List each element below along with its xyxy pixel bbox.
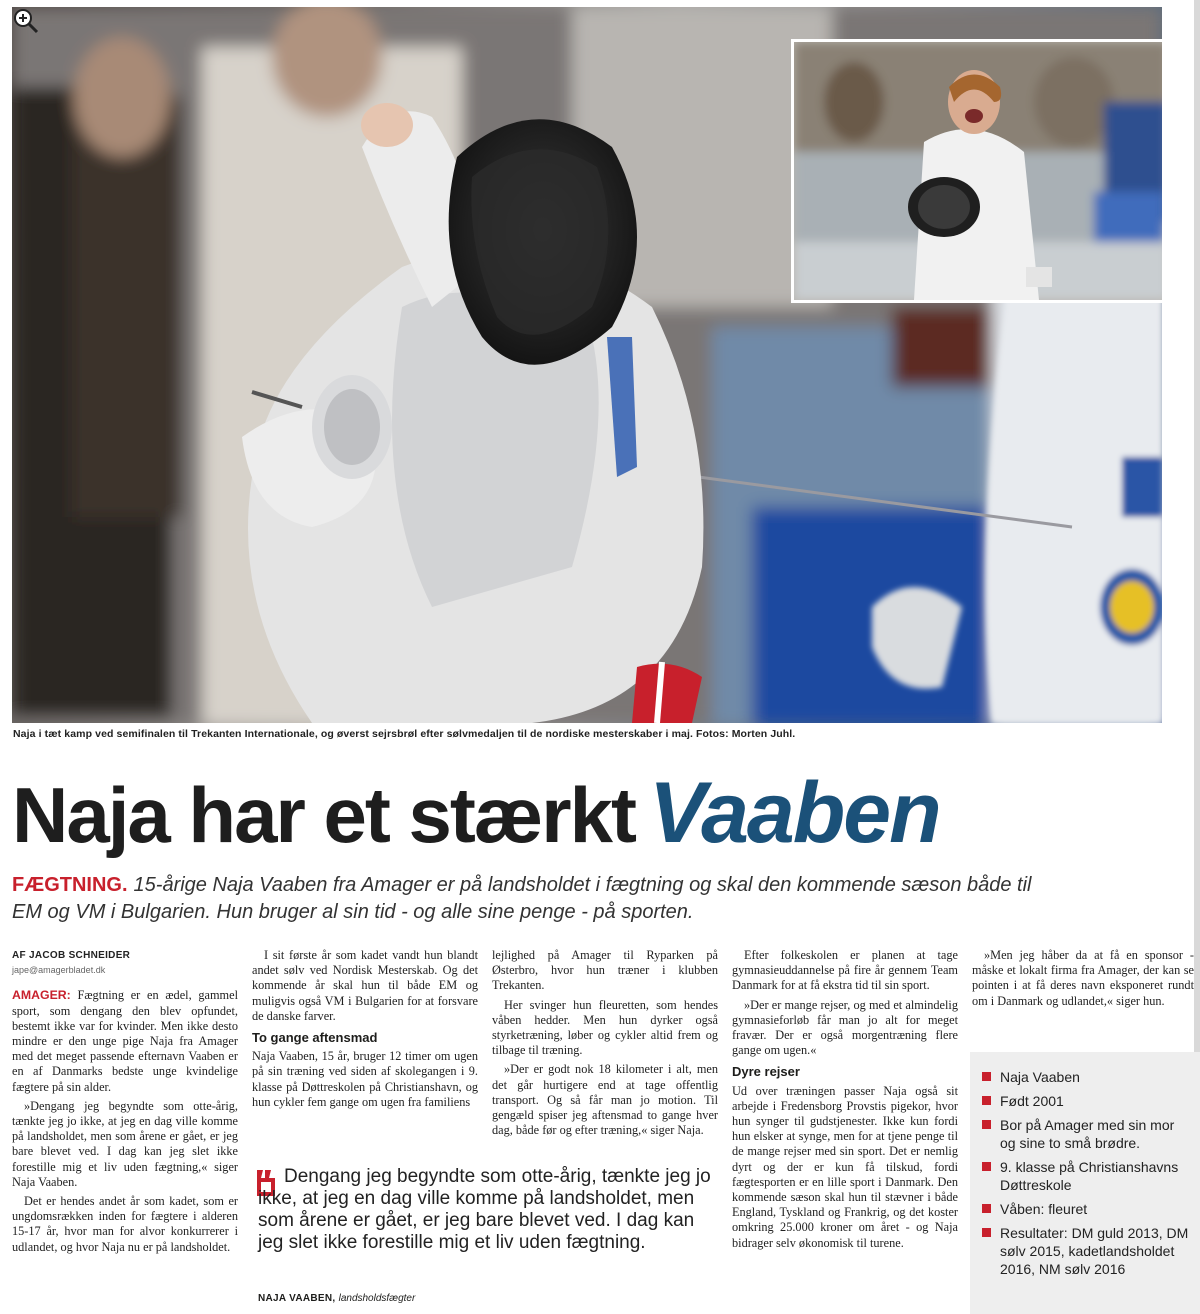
zoom-in-icon[interactable]	[12, 7, 40, 35]
lead-kicker: FÆGTNING.	[12, 874, 128, 896]
article-column-1	[12, 948, 238, 1259]
fact-text: Født 2001	[1000, 1093, 1064, 1109]
inset-photo[interactable]	[791, 39, 1162, 303]
byline-email[interactable]: jape@amagerbladet.dk	[12, 965, 106, 976]
fact-text: Resultater: DM guld 2013, DM sølv 2015, kadetlandsholdet 2016, NM sølv 2016	[1000, 1225, 1189, 1277]
inset-photo-illustration	[794, 42, 1162, 300]
lead-text: 15-årige Naja Vaaben fra Amager er på landsholdet i fægtning og skal den kommende sæson både til EM og VM i Bulgarien. Hun bruger al sin tid - og alle sine penge - på sporten.	[12, 874, 1032, 923]
bullet-square-icon	[982, 1096, 991, 1105]
article-column-4	[732, 948, 958, 1255]
main-photo[interactable]	[12, 7, 1162, 723]
pull-quote-text: Dengang jeg begyndte som otte-årig, tænkte jeg jo ikke, at jeg en dag ville komme på landsholdet, men som årene er gået, er jeg bare blevet ved. I dag kan jeg slet ikke forestille mig et liv uden fægtning.	[258, 1166, 711, 1253]
subheading-aftensmad: To gange aftensmad	[252, 1030, 378, 1046]
col1-paragraph-1-text: Fægtning er en ædel, gammel sport, som dengang den blev opfundet, bestemt ikke var for kvinder. Men ikke desto mindre er den unge pige Naja fra Amager med det meget passende efternavn Vaaben er en af Danmarks bedste unge kvindelige fægtere på sin alder.	[12, 988, 238, 1094]
fact-item	[980, 1158, 1192, 1194]
fact-item	[980, 1092, 1192, 1110]
col2-paragraph-2: Naja Vaaben, 15 år, bruger 12 timer om ugen på sin træning ved siden af skolegangen i 9. klasse på Døttreskolen på Christianshavn, og hun cykler fem gange om ugen fra familiens	[252, 1049, 478, 1109]
headline-accent: Vaaben	[648, 765, 940, 861]
col4-paragraph-1: Efter folkeskolen er planen at tage gymnasieuddannelse på fire år gennem Team Danmark for at få ekstra tid til sin sport.	[732, 948, 958, 993]
col4-paragraph-3: Ud over træningen passer Naja også sit arbejde i Fredensborg Provstis pigekor, hvor hun synger til gudstjenester. Ikke kun fordi hun elsker at synge, men for at tjene penge til de mange rejser med sin sport. Det er nemlig dyrt og der er kun få tilskud, fordi fægtesporten er en lille sport i Danmark. Den kommende sæson skal hun til stævner i både England, Tyskland og Frankrig, og det koster omkring 25.000 kroner om året - og Naja bidrager selv økonomisk til turene.	[732, 1083, 958, 1250]
byline-author: AF JACOB SCHNEIDER	[12, 950, 131, 961]
bullet-square-icon	[982, 1072, 991, 1081]
col3-paragraph-1: lejlighed på Amager til Ryparken på Østerbro, hvor hun træner i klubben Trekanten.	[492, 948, 718, 993]
photo-caption: Naja i tæt kamp ved semifinalen til Trekanten Internationale, og øverst sejrsbrøl efter sølvmedaljen til de nordiske mesterskaber i maj. Fotos: Morten Juhl.	[13, 728, 796, 740]
fact-text: 9. klasse på Christianshavns Døttreskole	[1000, 1159, 1179, 1193]
article-column-2	[252, 948, 478, 1114]
fact-text: Bor på Amager med sin mor og sine to små brødre.	[1000, 1117, 1175, 1151]
pull-quote-source	[258, 1293, 415, 1304]
col5-paragraph-1: »Men jeg håber da at få en sponsor - måske et lokalt firma fra Amager, der kan se pointen i at få deres navn eksponeret rundt om i Danmark og udlandet,« siger hun.	[972, 948, 1194, 1008]
fact-item	[980, 1224, 1192, 1278]
fact-item	[980, 1200, 1192, 1218]
lead-paragraph	[12, 872, 1062, 926]
fact-text: Våben: fleuret	[1000, 1201, 1088, 1217]
dateline: AMAGER:	[12, 988, 71, 1003]
col4-paragraph-2: »Der er mange rejser, og med et almindelig gymnasieforløb får man jo alt for meget fravær. Der er også morgentræning flere gange om ugen.«	[732, 997, 958, 1058]
pull-quote-name: NAJA VAABEN,	[258, 1293, 336, 1304]
fact-text: Naja Vaaben	[1000, 1069, 1080, 1085]
fact-item	[980, 1068, 1192, 1086]
bullet-square-icon	[982, 1162, 991, 1171]
col2-paragraph-1: I sit første år som kadet vandt hun blandt andet sølv ved Nordisk Mesterskab. Og det kommende år skal hun til både EM og muligvis også VM i Bulgarien for at forsvare de danske farver.	[252, 948, 478, 1023]
subheading-dyre-rejser: Dyre rejser	[732, 1064, 800, 1080]
pull-quote-role: landsholdsfægter	[338, 1293, 416, 1304]
fact-box	[970, 1052, 1200, 1314]
bullet-square-icon	[982, 1204, 991, 1213]
col3-paragraph-3: »Der er godt nok 18 kilometer i alt, men det går hurtigere end at tage offentlig transport. Og så får man jo motion. Til gengæld spiser jeg aftensmad to gange hver dag, både før og efter træning,« siger Naja.	[492, 1062, 718, 1138]
headline	[12, 765, 940, 861]
article-column-3	[492, 948, 718, 1142]
bullet-square-icon	[982, 1228, 991, 1237]
pull-quote	[258, 1166, 718, 1254]
col3-paragraph-2: Her svinger hun fleuretten, som hendes våben hedder. Men hun dyrker også styrketræning, løber og cykler altid frem og tilbage til træning.	[492, 997, 718, 1058]
fact-item	[980, 1116, 1192, 1152]
article-column-5	[972, 948, 1194, 1013]
headline-main: Naja har et stærkt	[12, 771, 635, 859]
col1-paragraph-1	[12, 988, 238, 1094]
col1-paragraph-2: »Dengang jeg begyndte som otte-årig, tænkte jeg jo ikke, at jeg en dag ville komme på landsholdet, men som årene er gået, er jeg bare blevet ved. I dag kan jeg slet ikke forestille mig et liv uden fægtning,« siger Naja Vaaben.	[12, 1098, 238, 1189]
bullet-square-icon	[982, 1120, 991, 1129]
col1-paragraph-3: Det er hendes andet år som kadet, som er ungdomsrækken inden for fægtere i alderen 15-17 år, hvor man for alvor konkurrerer i udlandet, og hvor Naja nu er på landsholdet.	[12, 1194, 238, 1254]
